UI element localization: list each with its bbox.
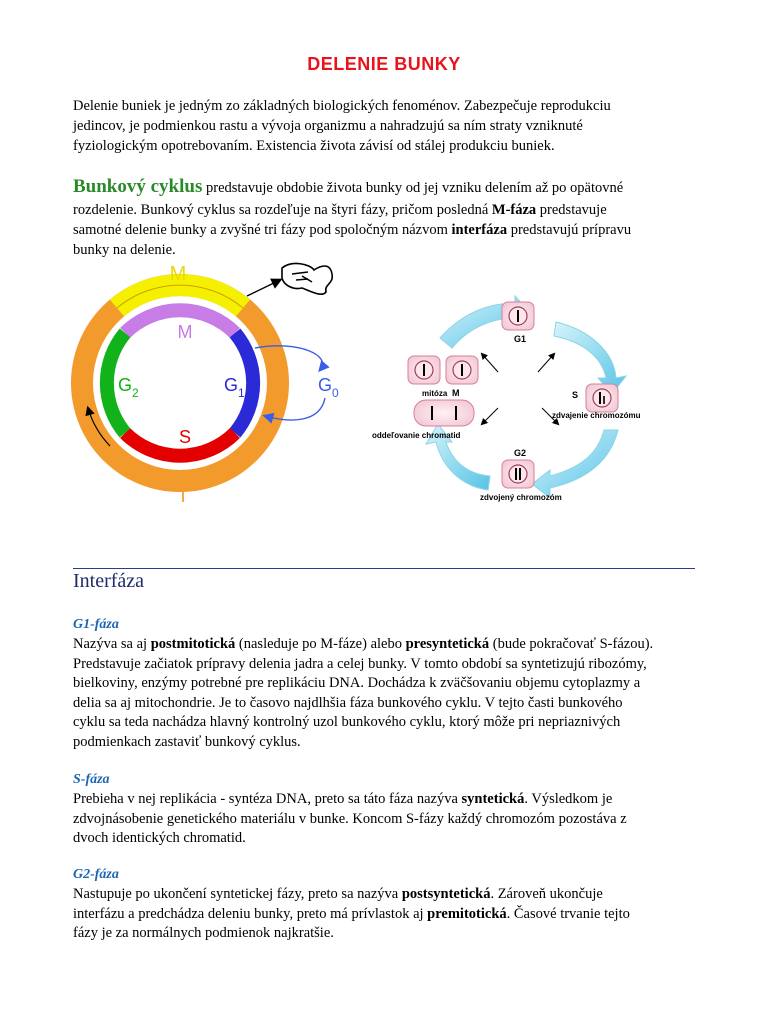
- intro-line: Delenie buniek je jedným zo základných biologických fenoménov. Zabezpečuje reprodukciu: [73, 98, 611, 114]
- cell-cycle-line2: [73, 200, 695, 220]
- s-paragraph: [73, 790, 695, 849]
- intro-line: jedincov, je podmienkou rastu a vývoja organizmu a nahradzujú sa ním straty vzniknuté: [73, 118, 583, 134]
- s-heading: S-fáza: [73, 772, 110, 787]
- section-divider: [73, 568, 695, 569]
- term-postmitoticka: postmitotická: [150, 636, 236, 652]
- m-phase-term: M-fáza: [491, 202, 537, 218]
- g1-line: delia sa aj mitochondrie. Je to časovo najdlhšia fáza bunkového cyklu. V tejto časti bunkového: [73, 694, 623, 711]
- g1-line: cyklu sa teda nachádza hlavný kontrolný uzol bunkového cyklu, ktorý môže pri nepriaznivých: [73, 714, 621, 731]
- intro-paragraph: [73, 96, 695, 156]
- g1-heading: G1-fáza: [73, 617, 119, 632]
- cell-cycle-cells-diagram: [370, 290, 670, 520]
- text: Nazýva sa aj: [73, 636, 151, 652]
- g1-line: [73, 635, 695, 655]
- g1-line: Predstavuje začiatok prípravy delenia jadra a celej bunky. V tomto období sa syntetizujú ribozómy,: [73, 655, 647, 672]
- label-g2: [118, 375, 139, 400]
- g1-line: podmienkach zastaviť bunkový cyklus.: [73, 733, 301, 750]
- label-m-right: M: [452, 388, 460, 398]
- g0-main: G: [318, 375, 333, 395]
- g2-sub: 2: [132, 386, 139, 400]
- cell-g2: [502, 460, 534, 488]
- page-title: DELENIE BUNKY: [307, 54, 461, 74]
- label-s: S: [178, 427, 192, 447]
- cell-mitosis: [408, 356, 478, 384]
- text: (nasleduje po M-fáze) alebo: [235, 636, 406, 652]
- cell-s: [586, 384, 618, 412]
- text: predstavujú prípravu: [507, 222, 632, 238]
- s-line: zdvojnásobenie genetického materiálu v bunke. Koncom S-fázy každý chromozóm pozostáva z: [73, 810, 627, 827]
- g2-heading: G2-fáza: [73, 867, 119, 882]
- label-g1: [224, 375, 245, 400]
- label-s-right: S: [572, 390, 579, 400]
- text: (bude pokračovať S-fázou).: [489, 636, 654, 652]
- g1-paragraph: [73, 635, 695, 753]
- cell-cycle-line1-text: predstavuje obdobie života bunky od jej vzniku delením až po opätovné: [202, 180, 624, 196]
- inner-arrow-1: [482, 354, 498, 372]
- text: . Výsledkom je: [524, 791, 613, 807]
- cell-cycle-line4: bunky na delenie.: [73, 242, 176, 258]
- text: interfázu a predchádza deleniu bunky, preto má prívlastok aj: [73, 905, 428, 922]
- text: . Časové trvanie tejto: [506, 905, 630, 922]
- label-m-outer: M: [169, 263, 187, 285]
- label-g0: [318, 375, 339, 400]
- label-i: I: [180, 486, 186, 506]
- text: predstavuje: [536, 202, 607, 218]
- interphase-term: interfáza: [451, 222, 508, 238]
- g2-main: G: [118, 375, 133, 395]
- term-presynteticka: presyntetická: [405, 636, 490, 652]
- s-line: dvoch identických chromatid.: [73, 830, 246, 847]
- cell-cycle-paragraph: [73, 175, 695, 260]
- cell-cycle-first-line: [73, 175, 695, 200]
- term-synteticka: syntetická: [461, 791, 525, 807]
- division-arrow: [247, 280, 280, 296]
- intro-line: fyziologickým opotrebovaním. Existencia života závisí od stálej produkciu buniek.: [73, 138, 555, 154]
- label-mitoza: mitóza: [422, 389, 448, 398]
- cell-cycle-term: Bunkový cyklus: [73, 176, 203, 197]
- term-postsynteticka: postsyntetická: [401, 886, 491, 902]
- text: . Zároveň ukončuje: [490, 886, 603, 902]
- g2-paragraph: [73, 885, 695, 944]
- label-g2-right: G2: [514, 448, 527, 458]
- text: rozdelenie. Bunkový cyklus sa rozdeľuje na štyri fázy, pričom posledná: [73, 202, 492, 218]
- label-chromatid-caption: oddeľovanie chromatid: [372, 431, 461, 440]
- cell-chromatid-separation: [414, 400, 474, 426]
- text: Prebieha v nej replikácia - syntéza DNA, preto sa táto fáza nazýva: [73, 791, 462, 807]
- label-g2-caption: zdvojený chromozóm: [480, 493, 562, 502]
- g1-sub: 1: [238, 386, 245, 400]
- g1-main: G: [224, 375, 239, 395]
- g0-sub: 0: [332, 386, 339, 400]
- g2-line: [73, 905, 695, 925]
- s-line: [73, 790, 695, 810]
- inner-arrow-4: [482, 408, 498, 424]
- g2-line: fázy je za normálnych podmienok najkratšie.: [73, 925, 334, 942]
- cell-cycle-line3: [73, 220, 695, 240]
- text: samotné delenie bunky a zvyšné tri fázy pod spoločným názvom: [73, 222, 452, 238]
- interphase-heading: Interfáza: [73, 570, 145, 592]
- cell-cycle-ring-diagram: [70, 258, 370, 508]
- g2-line: [73, 885, 695, 905]
- cycle-arrow-bottom: [532, 430, 618, 498]
- label-m-inner: M: [177, 322, 193, 342]
- cycle-arrow-right: [554, 322, 626, 394]
- cell-g1: [502, 302, 534, 330]
- term-premitoticka: premitotická: [427, 905, 507, 922]
- inner-arrow-2: [538, 354, 554, 372]
- g1-line: bielkoviny, enzýmy potrebné pre replikáciu DNA. Dochádza k zväčšovaniu objemu cytoplazmy a: [73, 675, 641, 692]
- label-s-caption: zdvajenie chromozómu: [552, 411, 641, 420]
- text: Nastupuje po ukončení syntetickej fázy, preto sa nazýva: [73, 886, 402, 902]
- label-g1-right: G1: [514, 334, 527, 344]
